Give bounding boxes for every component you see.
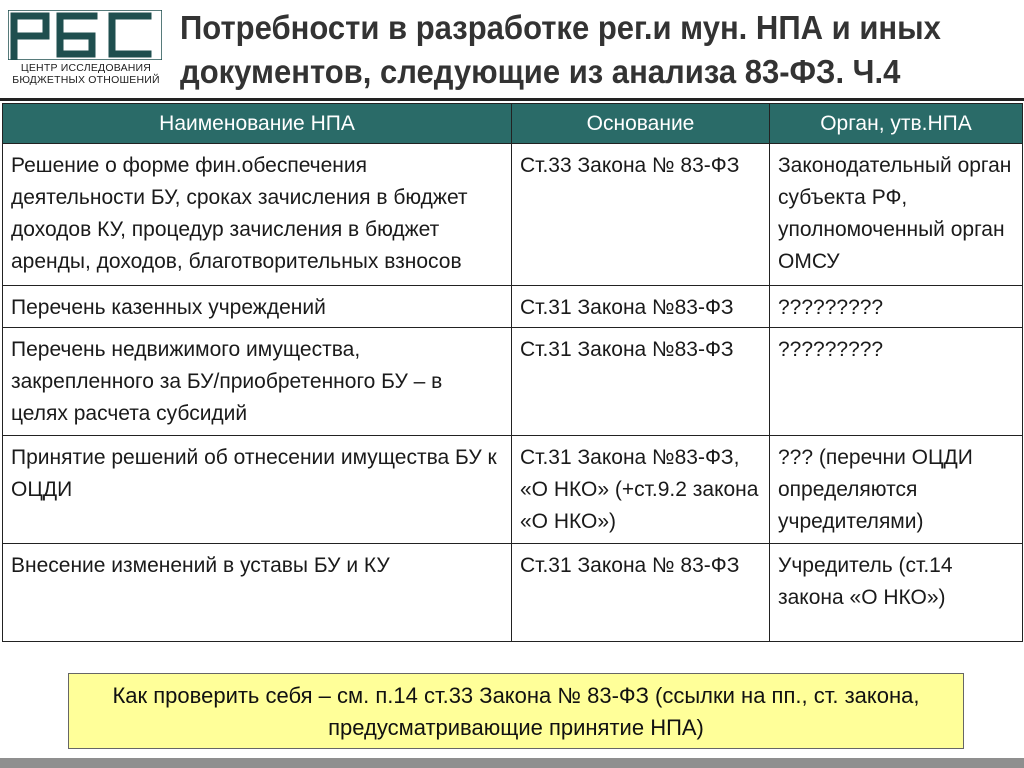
cell-authority: ????????? — [770, 328, 1023, 436]
table-row — [3, 544, 1023, 642]
cell-npa-name: Внесение изменений в уставы БУ и КУ — [3, 544, 512, 642]
cell-authority: ????????? — [770, 286, 1023, 328]
column-header-name: Наименование НПА — [3, 104, 512, 144]
table-row — [3, 328, 1023, 436]
cell-authority: ??? (перечни ОЦДИ определяются учредителями) — [770, 436, 1023, 544]
npa-table — [2, 103, 1023, 642]
cell-authority: Законодательный орган субъекта РФ, уполномоченный орган ОМСУ — [770, 144, 1023, 286]
table-row — [3, 144, 1023, 286]
cell-basis: Ст.31 Закона №83-ФЗ, «О НКО» (+ст.9.2 закона «О НКО») — [512, 436, 770, 544]
cell-authority: Учредитель (ст.14 закона «О НКО») — [770, 544, 1023, 642]
column-header-basis: Основание — [512, 104, 770, 144]
logo-subtitle — [6, 62, 166, 86]
cell-npa-name: Перечень казенных учреждений — [3, 286, 512, 328]
bottom-bar — [0, 758, 1024, 768]
cell-basis: Ст.31 Закона №83-ФЗ — [512, 286, 770, 328]
self-check-note: Как проверить себя – см. п.14 ст.33 Закона № 83-ФЗ (ссылки на пп., ст. закона, предусматривающие принятие НПА) — [68, 673, 964, 749]
cell-basis: Ст.31 Закона №83-ФЗ — [512, 328, 770, 436]
table-row — [3, 436, 1023, 544]
logo-subtitle-line2: БЮДЖЕТНЫХ ОТНОШЕНИЙ — [12, 74, 160, 86]
logo — [6, 8, 164, 86]
cell-npa-name: Решение о форме фин.обеспечения деятельности БУ, сроках зачисления в бюджет доходов КУ, процедур зачисления в бюджет аренды, доходов, благотворительных взносов — [3, 144, 512, 286]
page-title: Потребности в разработке рег.и мун. НПА и иных документов, следующие из анализа 83-ФЗ. Ч.4 — [180, 9, 941, 90]
rbs-logo-icon — [8, 10, 162, 60]
cell-npa-name: Перечень недвижимого имущества, закрепленного за БУ/приобретенного БУ – в целях расчета субсидий — [3, 328, 512, 436]
cell-basis: Ст.31 Закона № 83-ФЗ — [512, 544, 770, 642]
logo-subtitle-line1: ЦЕНТР ИССЛЕДОВАНИЯ — [20, 62, 152, 74]
table-row — [3, 286, 1023, 328]
column-header-authority: Орган, утв.НПА — [770, 104, 1023, 144]
title-divider — [0, 98, 1024, 101]
table-header-row — [3, 104, 1023, 144]
cell-npa-name: Принятие решений об отнесении имущества БУ к ОЦДИ — [3, 436, 512, 544]
cell-basis: Ст.33 Закона № 83-ФЗ — [512, 144, 770, 286]
